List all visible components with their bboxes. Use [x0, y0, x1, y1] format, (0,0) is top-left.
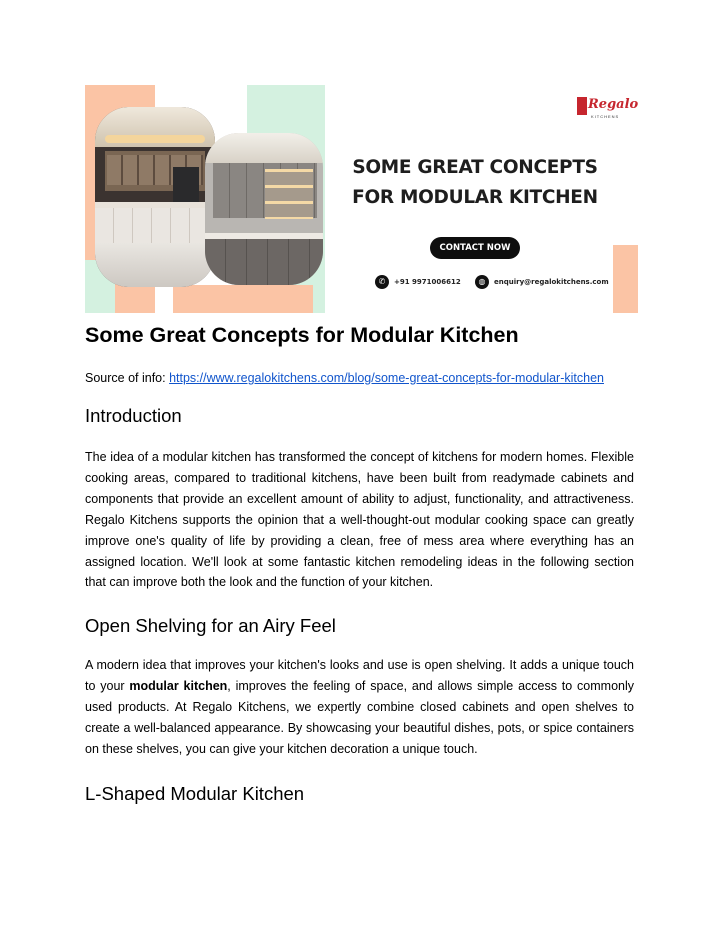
kitchen-photo-left — [95, 107, 215, 287]
modular-kitchen-bold-text: modular kitchen — [129, 678, 228, 693]
logo-subtext: KITCHENS — [591, 114, 620, 119]
globe-icon: ◍ — [475, 275, 489, 289]
paragraph-introduction: The idea of a modular kitchen has transformed the concept of kitchens for modern homes. Flexible cooking areas, compared to traditional kitchens, have been built from readymade cabinets and components that provide an excellent amount of ability to adjust, functionality, and attractiveness. Regalo Kitchens supports the opinion that a well-thought-out modular cooking space can greatly improve one's quality of life by providing a clean, free of mess area where everything has an assigned location. We'll look at some fantastic kitchen remodeling ideas in the following section that can improve both the look and the function of your kitchen. — [85, 450, 634, 590]
heading-introduction: Introduction — [85, 405, 182, 426]
paragraph-open-shelving — [85, 655, 634, 760]
logo-text: Regalo — [588, 97, 638, 112]
logo-mark-icon — [577, 97, 587, 115]
page-title: Some Great Concepts for Modular Kitchen — [85, 323, 519, 347]
banner-headline-line1: SOME GREAT CONCEPTS — [352, 157, 598, 178]
paragraph-open-shelving-part1: A modern idea that improves your kitchen's looks and use is open shelving. It adds a unique touch to your — [85, 658, 634, 693]
hero-banner-image — [85, 85, 638, 313]
banner-email — [475, 274, 609, 290]
regalo-logo — [577, 97, 638, 123]
kitchen-photo-right — [205, 133, 323, 285]
heading-open-shelving: Open Shelving for an Airy Feel — [85, 615, 336, 636]
source-label: Source of info: — [85, 371, 170, 385]
banner-decor-peach-right — [613, 245, 638, 313]
banner-phone-number: +91 9971006612 — [394, 278, 461, 286]
heading-l-shaped: L-Shaped Modular Kitchen — [85, 783, 305, 804]
banner-headline-line2: FOR MODULAR KITCHEN — [352, 187, 598, 208]
phone-icon: ✆ — [375, 275, 389, 289]
source-line — [85, 369, 604, 387]
contact-now-button: CONTACT NOW — [430, 237, 520, 259]
banner-email-address: enquiry@regalokitchens.com — [494, 278, 609, 286]
paragraph-open-shelving-part2: , improves the feeling of space, and allows simple access to commonly used products. At Regalo Kitchens, we expertly combine closed cabinets and open shelves to create a well-balanced appearance. By showcasing your beautiful dishes, pots, or spice containers on these shelves, you can give your kitchen decoration a unique touch. — [85, 678, 634, 756]
banner-decor-peach-bottom — [173, 285, 313, 313]
banner-phone — [375, 274, 461, 290]
source-link[interactable]: https://www.regalokitchens.com/blog/some-great-concepts-for-modular-kitchen — [169, 371, 604, 385]
banner-headline — [335, 153, 615, 213]
